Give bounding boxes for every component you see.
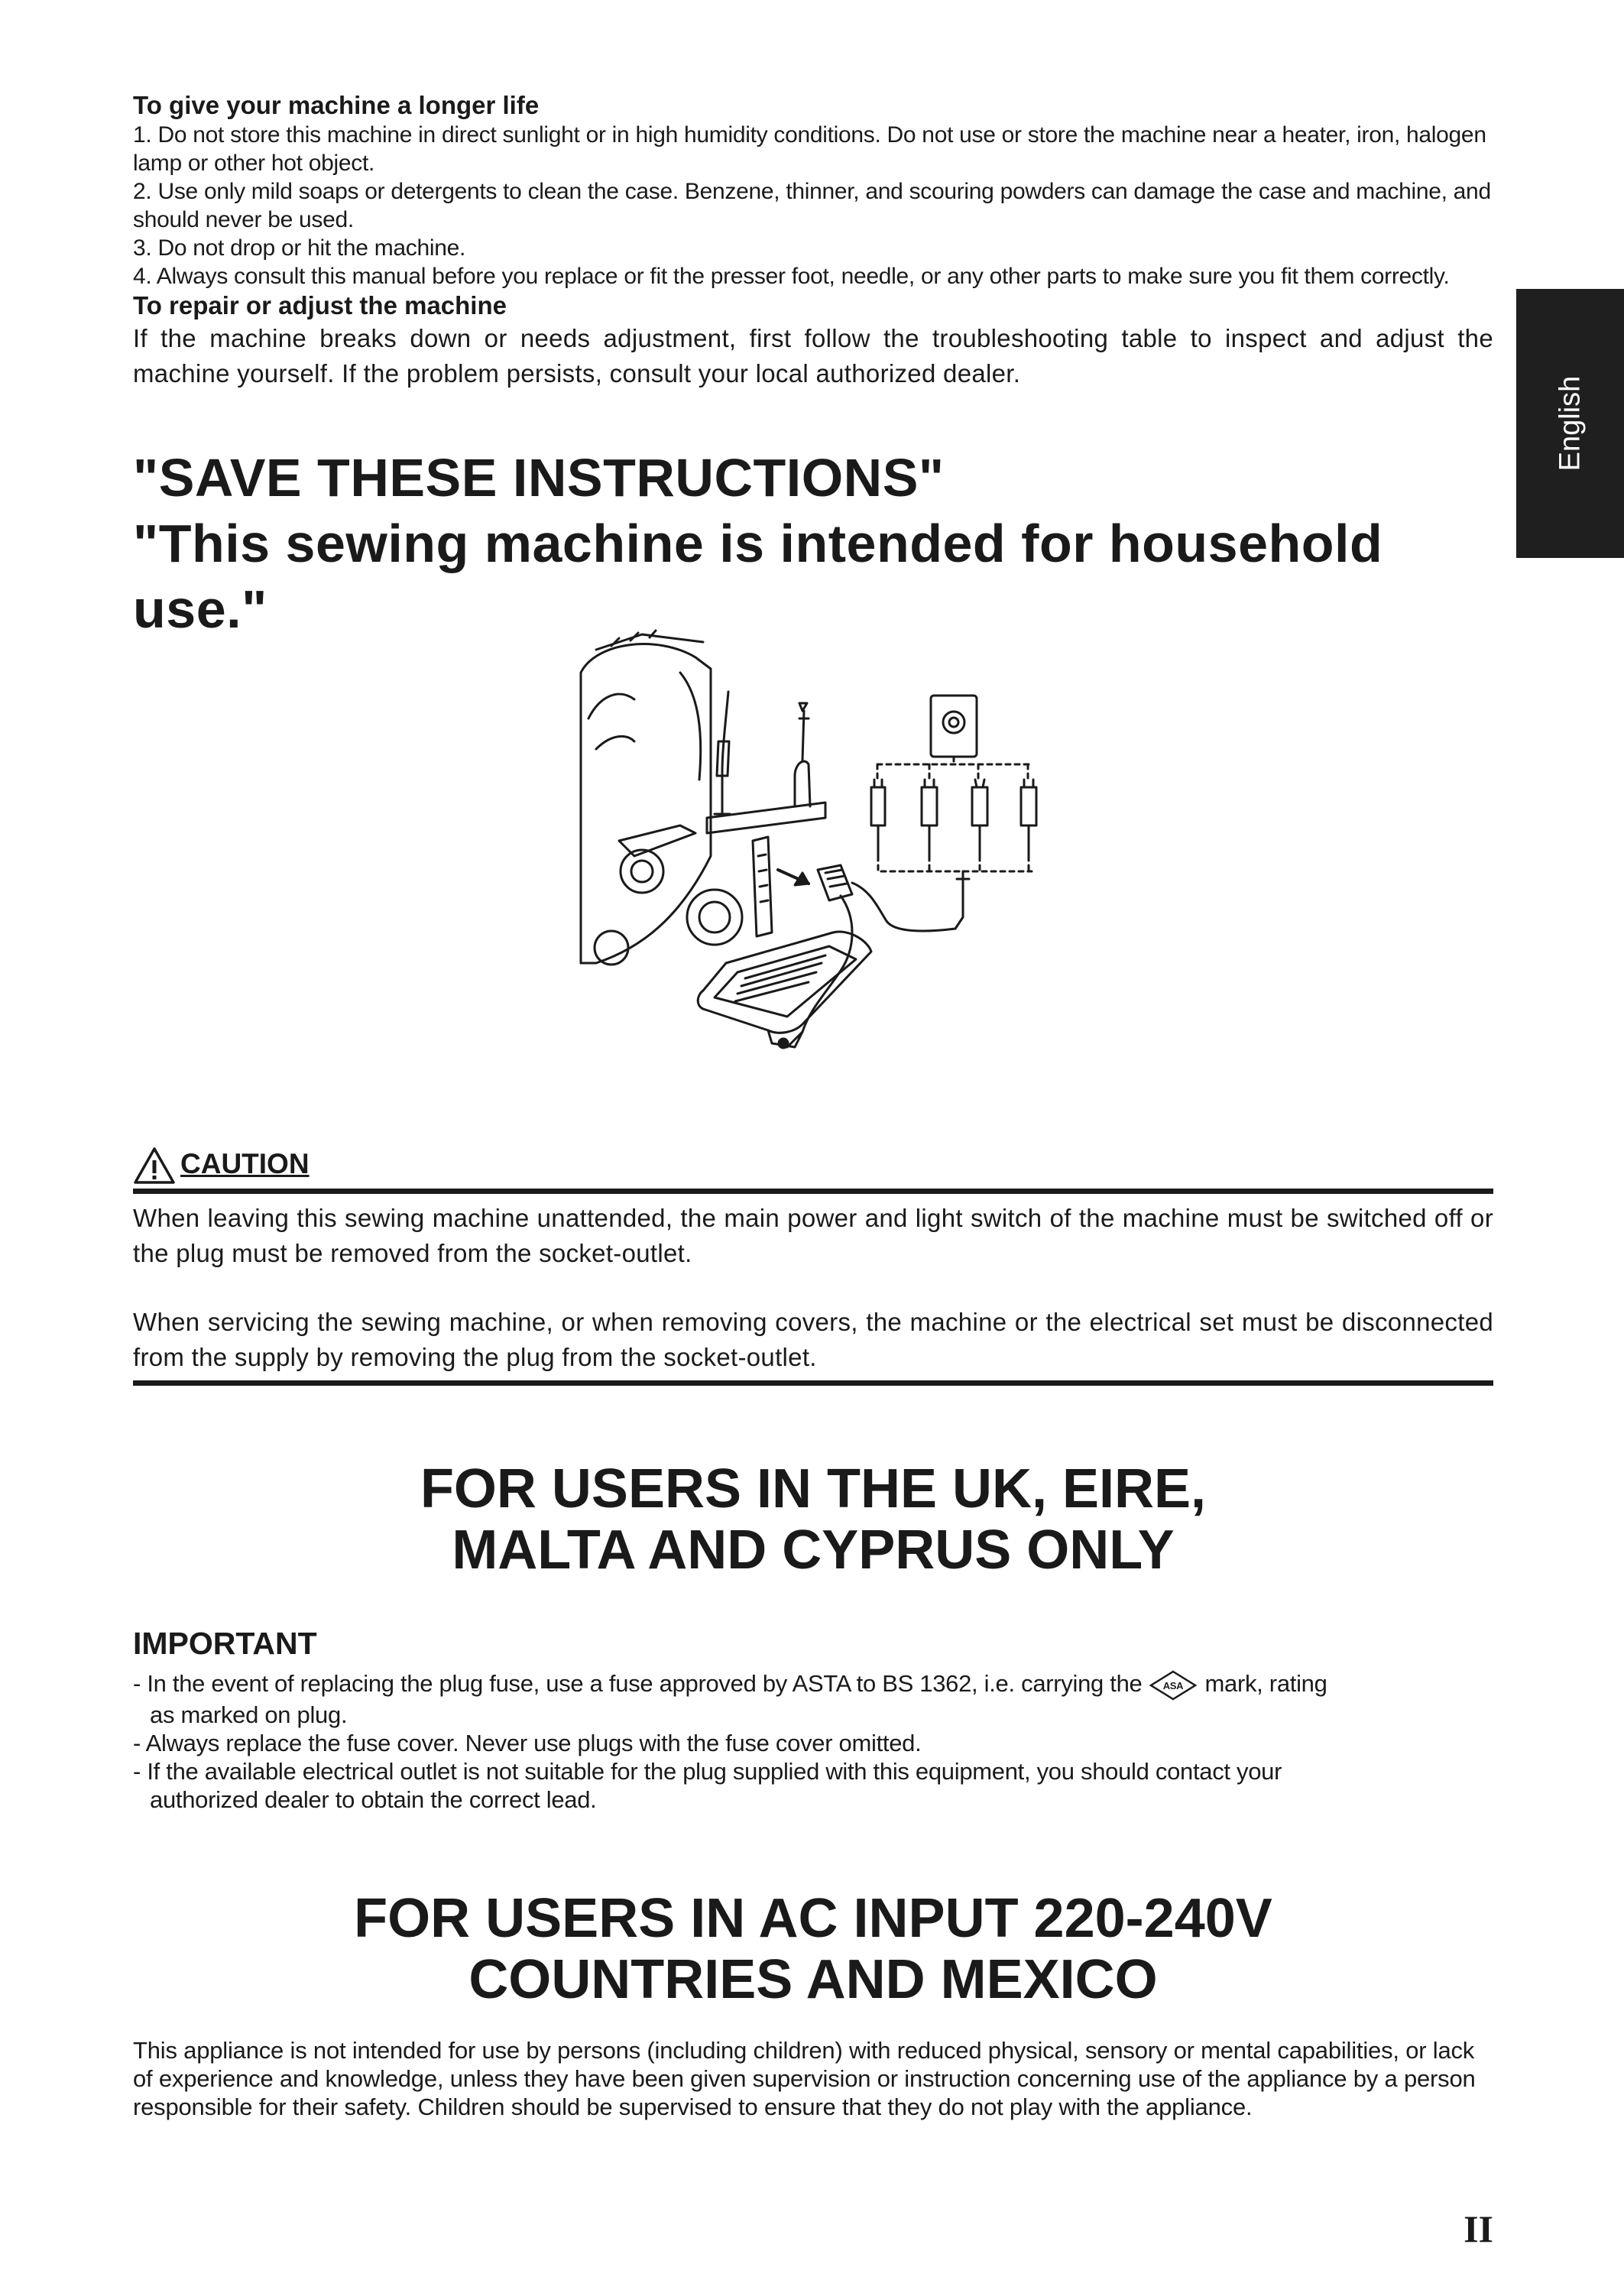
repair-text: If the machine breaks down or needs adjustment, first follow the troubleshooting table to inspect and adjust the machine yourself. If the problem persists, consult your local authorized dealer. bbox=[133, 324, 1493, 388]
important-item-3: - If the available electrical outlet is not suitable for the plug supplied with this equipment, you should contact your bbox=[133, 1757, 1282, 1785]
ac-title-line-1: FOR USERS IN AC INPUT 220-240V bbox=[354, 1888, 1272, 1949]
important-item-1-cont: as marked on plug. bbox=[150, 1701, 348, 1728]
caution-title: CAUTION bbox=[180, 1148, 310, 1179]
language-tab bbox=[1516, 289, 1624, 558]
longer-life-item-4: 4. Always consult this manual before you replace or fit the presser foot, needle, or any other parts to make sure you fit them correctly. bbox=[133, 264, 1450, 289]
important-item-2: - Always replace the fuse cover. Never use plugs with the fuse cover omitted. bbox=[133, 1729, 922, 1756]
save-line-2: "This sewing machine is intended for household use." bbox=[133, 514, 1383, 639]
important-item-1-suffix: mark, rating bbox=[1204, 1670, 1327, 1697]
longer-life-item-2: 2. Use only mild soaps or detergents to clean the case. Benzene, thinner, and scouring powders can damage the case and machine, and should never be used. bbox=[133, 179, 1491, 232]
caution-top-rule bbox=[133, 1189, 1493, 1194]
longer-life-title: To give your machine a longer life bbox=[133, 91, 540, 119]
language-tab-label: English bbox=[1554, 375, 1586, 472]
longer-life-item-1: 1. Do not store this machine in direct sunlight or in high humidity conditions. Do not use or store the machine near a heater, iron, halogen lamp or other hot object. bbox=[133, 122, 1486, 176]
important-item-3-cont: authorized dealer to obtain the correct lead. bbox=[150, 1785, 597, 1813]
uk-important-section bbox=[133, 1625, 1493, 1814]
uk-title-line-1: FOR USERS IN THE UK, EIRE, bbox=[420, 1458, 1207, 1519]
longer-life-section bbox=[133, 90, 1493, 391]
save-instructions bbox=[133, 445, 1509, 642]
warning-triangle-icon bbox=[133, 1146, 176, 1185]
caution-body bbox=[133, 1201, 1493, 1375]
asa-mark-text: ASA bbox=[1163, 1679, 1184, 1691]
repair-title: To repair or adjust the machine bbox=[133, 291, 507, 319]
important-title: IMPORTANT bbox=[133, 1626, 317, 1661]
caution-bottom-rule bbox=[133, 1380, 1493, 1386]
caution-header bbox=[133, 1146, 310, 1183]
machine-connection-illustration bbox=[566, 627, 1039, 1078]
caution-paragraph-2: When servicing the sewing machine, or when removing covers, the machine or the electrical set must be disconnected from the supply by removing the plug from the socket-outlet. bbox=[133, 1308, 1493, 1371]
important-item-1 bbox=[133, 1669, 1493, 1701]
page-number: II bbox=[1464, 2207, 1493, 2250]
ac-title-line-2: COUNTRIES AND MEXICO bbox=[468, 1949, 1158, 2010]
asa-mark-icon bbox=[1149, 1670, 1197, 1701]
longer-life-item-3: 3. Do not drop or hit the machine. bbox=[133, 235, 466, 261]
caution-paragraph-1: When leaving this sewing machine unattended, the main power and light switch of the machine must be switched off or the plug must be removed from the socket-outlet. bbox=[133, 1204, 1493, 1267]
important-item-1-text: - In the event of replacing the plug fuse, use a fuse approved by ASTA to BS 1362, i.e. carrying the bbox=[133, 1670, 1143, 1697]
save-line-1: "SAVE THESE INSTRUCTIONS" bbox=[133, 448, 945, 508]
ac-text: This appliance is not intended for use by persons (including children) with reduced physical, sensory or mental capabilities, or lack of experience and knowledge, unless they have been given supervision or instruction concerning use of the appliance by a person responsible for their safety. Children should be supervised to ensure that they do not play with the appliance. bbox=[133, 2037, 1476, 2120]
ac-section bbox=[133, 2036, 1493, 2121]
uk-title-line-2: MALTA AND CYPRUS ONLY bbox=[452, 1519, 1175, 1581]
